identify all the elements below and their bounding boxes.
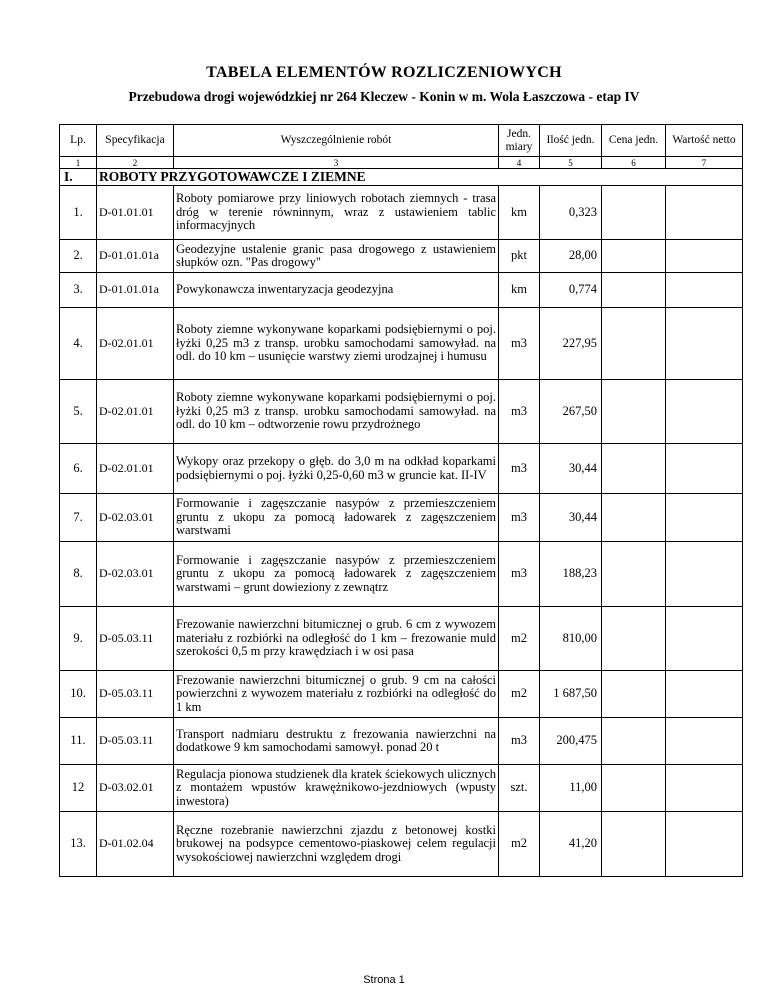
row-unit-price: [602, 273, 666, 308]
row-specification: D-03.02.01: [97, 765, 174, 812]
section-title: ROBOTY PRZYGOTOWAWCZE I ZIEMNE: [97, 169, 743, 186]
row-number: 1.: [60, 186, 97, 240]
row-number: 8.: [60, 542, 97, 607]
table-row: [60, 186, 743, 240]
row-specification: D-02.01.01: [97, 308, 174, 380]
header-qty: Ilość jedn.: [540, 125, 602, 157]
document-title: TABELA ELEMENTÓW ROZLICZENIOWYCH: [206, 64, 562, 81]
row-specification: D-05.03.11: [97, 607, 174, 671]
row-unit-price: [602, 494, 666, 542]
row-unit-price: [602, 240, 666, 273]
row-unit-price: [602, 380, 666, 444]
row-quantity: 41,20: [540, 812, 602, 877]
row-net-value: [666, 380, 743, 444]
row-net-value: [666, 812, 743, 877]
row-number: 4.: [60, 308, 97, 380]
row-net-value: [666, 542, 743, 607]
table-row: [60, 765, 743, 812]
row-quantity: 30,44: [540, 494, 602, 542]
row-number: 13.: [60, 812, 97, 877]
column-number-row: [60, 157, 743, 169]
row-number: 3.: [60, 273, 97, 308]
row-quantity: 188,23: [540, 542, 602, 607]
column-number: 4: [499, 157, 540, 169]
column-number: 5: [540, 157, 602, 169]
row-unit-price: [602, 444, 666, 494]
row-description: Transport nadmiaru destruktu z frezowania nawierzchni na dodatkowe 9 km samochodami samowył. ponad 20 t: [174, 718, 499, 765]
row-unit: m3: [499, 718, 540, 765]
row-specification: D-02.01.01: [97, 444, 174, 494]
row-specification: D-01.01.01a: [97, 240, 174, 273]
row-number: 12: [60, 765, 97, 812]
header-row: [60, 125, 743, 157]
row-quantity: 200,475: [540, 718, 602, 765]
row-specification: D-01.01.01: [97, 186, 174, 240]
column-number: 2: [97, 157, 174, 169]
row-number: 10.: [60, 671, 97, 718]
row-net-value: [666, 444, 743, 494]
header-value: Wartość netto: [666, 125, 743, 157]
row-description: Formowanie i zagęszczanie nasypów z przemieszczeniem gruntu z ukopu za pomocą ładowarek z zagęszczeniem warstwami – grunt dowieziony z zewnątrz: [174, 542, 499, 607]
header-spec: Specyfikacja: [97, 125, 174, 157]
settlement-table: [59, 124, 743, 877]
row-unit: m2: [499, 671, 540, 718]
row-net-value: [666, 671, 743, 718]
row-description: Frezowanie nawierzchni bitumicznej o grub. 6 cm z wywozem materiału z rozbiórki na odległość do 1 km – frezowanie muld szerokości 0,5 m przy krawędziach i w osi pasa: [174, 607, 499, 671]
row-unit-price: [602, 186, 666, 240]
row-specification: D-05.03.11: [97, 671, 174, 718]
row-unit: km: [499, 273, 540, 308]
row-quantity: 227,95: [540, 308, 602, 380]
row-specification: D-01.01.01a: [97, 273, 174, 308]
row-description: Roboty ziemne wykonywane koparkami podsiębiernymi o poj. łyżki 0,25 m3 z transp. urobku samochodami samowyład. na odl. do 10 km – odtworzenie rowu przydrożnego: [174, 380, 499, 444]
section-row: [60, 169, 743, 186]
row-net-value: [666, 308, 743, 380]
row-unit-price: [602, 607, 666, 671]
table-row: [60, 671, 743, 718]
table-row: [60, 240, 743, 273]
row-description: Roboty ziemne wykonywane koparkami podsiębiernymi o poj. łyżki 0,25 m3 z transp. urobku samochodami samowyład. na odl. do 10 km – usunięcie warstwy ziemi urodzajnej i humusu: [174, 308, 499, 380]
row-unit: m3: [499, 542, 540, 607]
row-net-value: [666, 186, 743, 240]
row-specification: D-02.01.01: [97, 380, 174, 444]
row-quantity: 30,44: [540, 444, 602, 494]
row-specification: D-05.03.11: [97, 718, 174, 765]
header-lp: Lp.: [60, 125, 97, 157]
row-unit: m2: [499, 812, 540, 877]
table-row: [60, 444, 743, 494]
row-unit-price: [602, 765, 666, 812]
page-footer: Strona 1: [363, 974, 405, 986]
row-net-value: [666, 765, 743, 812]
row-unit: m3: [499, 494, 540, 542]
column-number: 1: [60, 157, 97, 169]
row-description: Wykopy oraz przekopy o głęb. do 3,0 m na odkład koparkami podsiębiernymi o poj. łyżki 0,25-0,60 m3 w gruncie kat. II-IV: [174, 444, 499, 494]
row-number: 5.: [60, 380, 97, 444]
row-specification: D-02.03.01: [97, 494, 174, 542]
table-row: [60, 607, 743, 671]
row-description: Geodezyjne ustalenie granic pasa drogowego z ustawieniem słupków ozn. "Pas drogowy": [174, 240, 499, 273]
row-quantity: 0,774: [540, 273, 602, 308]
row-quantity: 11,00: [540, 765, 602, 812]
row-net-value: [666, 718, 743, 765]
row-specification: D-02.03.01: [97, 542, 174, 607]
row-specification: D-01.02.04: [97, 812, 174, 877]
row-unit-price: [602, 812, 666, 877]
row-number: 9.: [60, 607, 97, 671]
row-net-value: [666, 273, 743, 308]
row-quantity: 28,00: [540, 240, 602, 273]
column-number: 6: [602, 157, 666, 169]
row-number: 7.: [60, 494, 97, 542]
row-description: Powykonawcza inwentaryzacja geodezyjna: [174, 273, 499, 308]
row-net-value: [666, 494, 743, 542]
row-quantity: 0,323: [540, 186, 602, 240]
row-description: Frezowanie nawierzchni bitumicznej o grub. 9 cm na całości powierzchni z wywozem materiału z rozbiórki na odległość do 1 km: [174, 671, 499, 718]
row-description: Formowanie i zagęszczanie nasypów z przemieszczeniem gruntu z ukopu za pomocą ładowarek z zagęszczeniem warstwami: [174, 494, 499, 542]
header-desc: Wyszczególnienie robót: [174, 125, 499, 157]
row-unit-price: [602, 671, 666, 718]
table-row: [60, 273, 743, 308]
row-unit: szt.: [499, 765, 540, 812]
row-unit-price: [602, 308, 666, 380]
row-unit: m2: [499, 607, 540, 671]
row-unit: km: [499, 186, 540, 240]
table-row: [60, 812, 743, 877]
row-unit-price: [602, 542, 666, 607]
row-net-value: [666, 607, 743, 671]
row-description: Ręczne rozebranie nawierzchni zjazdu z betonowej kostki brukowej na podsypce cementowo-piaskowej celem regulacji wysokościowej nawierzchni względem drogi: [174, 812, 499, 877]
row-unit: m3: [499, 380, 540, 444]
row-unit: pkt: [499, 240, 540, 273]
header-unit: Jedn. miary: [499, 125, 540, 157]
row-number: 6.: [60, 444, 97, 494]
header-price: Cena jedn.: [602, 125, 666, 157]
row-number: 2.: [60, 240, 97, 273]
row-unit-price: [602, 718, 666, 765]
row-quantity: 267,50: [540, 380, 602, 444]
column-number: 3: [174, 157, 499, 169]
section-number: I.: [60, 169, 97, 186]
table-row: [60, 308, 743, 380]
row-quantity: 810,00: [540, 607, 602, 671]
table-row: [60, 718, 743, 765]
row-description: Regulacja pionowa studzienek dla kratek ściekowych ulicznych z montażem wpustów krawężnikowo-jezdniowych (wpusty inwestora): [174, 765, 499, 812]
table-row: [60, 380, 743, 444]
table-row: [60, 542, 743, 607]
row-unit: m3: [499, 308, 540, 380]
row-number: 11.: [60, 718, 97, 765]
row-net-value: [666, 240, 743, 273]
row-unit: m3: [499, 444, 540, 494]
column-number: 7: [666, 157, 743, 169]
row-quantity: 1 687,50: [540, 671, 602, 718]
table-row: [60, 494, 743, 542]
document-subtitle: Przebudowa drogi wojewódzkiej nr 264 Kleczew - Konin w m. Wola Łaszczowa - etap IV: [128, 89, 640, 104]
row-description: Roboty pomiarowe przy liniowych robotach ziemnych - trasa dróg w terenie równinnym, wraz z ustawieniem tablic informacyjnych: [174, 186, 499, 240]
